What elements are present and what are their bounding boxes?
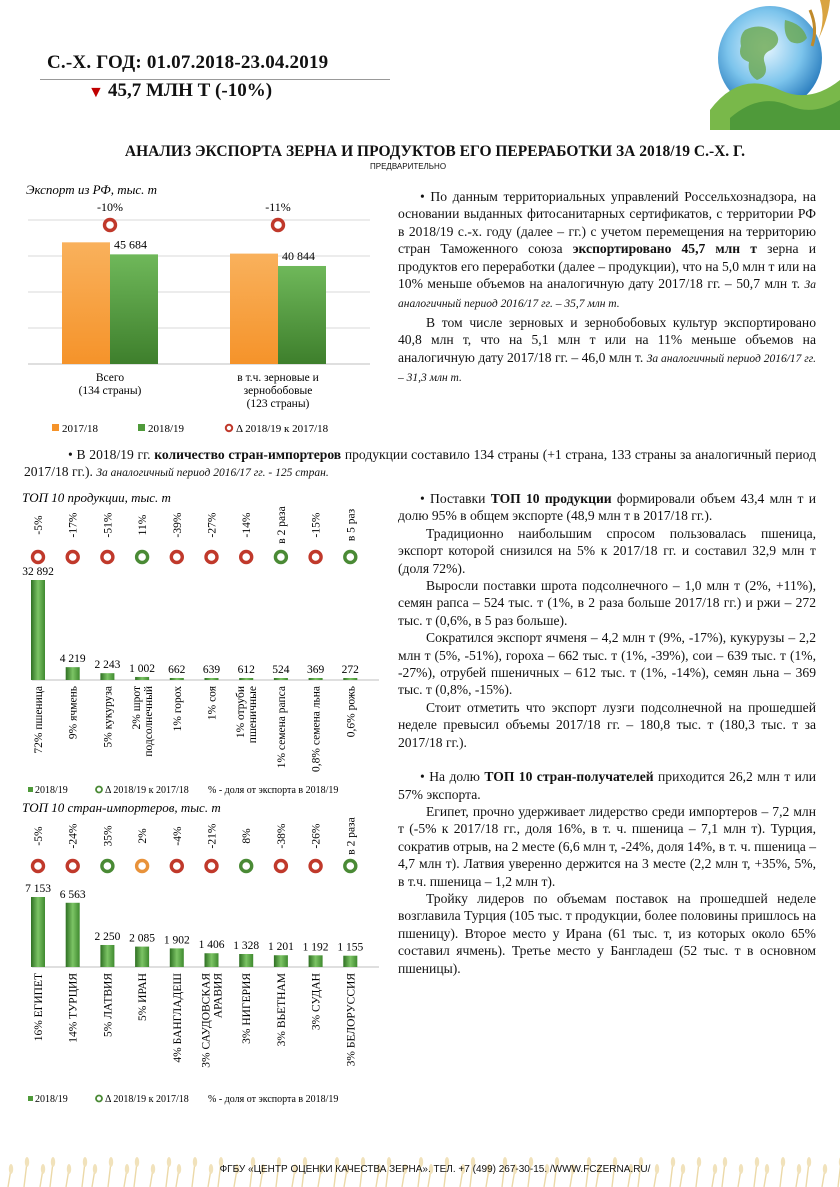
value-label: 1 192: [302, 941, 329, 954]
decline-paragraph: Сократился экспорт ячменя – 4,2 млн т (9%, -17%), кукурузы – 2,2 млн т (5%, -51%), гороха – 662 тыс. т (1%, -39%), сои – 639 тыс. т (1%, -27%), отрубей пшеничных – 612 тыс. т (1%, -14%), семян льна – 369 тыс. т (0,8%, -15%).: [398, 630, 816, 698]
bar: [205, 953, 219, 967]
category-label: 14% ТУРЦИЯ: [67, 973, 80, 1043]
value-label: 369: [306, 664, 325, 676]
change-marker: [345, 552, 356, 563]
category-label: Всего: [95, 372, 125, 384]
change-marker: [171, 552, 182, 563]
bar: [66, 903, 80, 967]
page-title: АНАЛИЗ ЭКСПОРТА ЗЕРНА И ПРОДУКТОВ ЕГО ПЕРЕРАБОТКИ ЗА 2018/19 С.-Х. Г.: [124, 143, 746, 160]
change-marker: [345, 861, 356, 872]
intro-paragraph-end: зерна и продуктов его переработки (далее – продукции), что на 5,0 млн т или на 10% меньше объемов на аналогичную дату 2017/18 гг. – 50,7 млн т.: [398, 241, 816, 292]
category-label: 3% НИГЕРИЯ: [241, 973, 254, 1044]
change-marker: [33, 861, 44, 872]
importers-lead: В 2018/19 гг.: [76, 447, 151, 462]
down-triangle-icon: ▼: [88, 84, 104, 101]
bar: [309, 955, 323, 967]
value-label: 4 219: [59, 653, 86, 666]
bullet-icon: •: [420, 491, 425, 506]
change-label: -21%: [206, 823, 219, 849]
change-marker: [102, 552, 113, 563]
chart-title: ТОП 10 продукции, тыс. т: [22, 490, 171, 505]
bar: [100, 673, 114, 680]
category-label: 1% отруби: [235, 686, 248, 739]
change-label: -39%: [171, 512, 184, 538]
bar: [343, 956, 357, 967]
bar-2018-19: [278, 266, 326, 364]
change-label: -17%: [67, 512, 80, 538]
importers-highlight: количество стран-импортеров: [154, 447, 342, 462]
page-subtitle: ПРЕДВАРИТЕЛЬНО: [370, 162, 447, 171]
top-products-highlight: ТОП 10 продукции: [490, 491, 612, 506]
top-countries-lead: На долю: [429, 769, 480, 785]
value-label: 524: [272, 664, 290, 676]
legend-marker: [226, 425, 232, 431]
category-label: (123 страны): [246, 398, 310, 410]
legend-label: 2017/18: [62, 423, 99, 435]
category-label: 9% ячмень: [67, 686, 80, 740]
category-label: (134 страны): [78, 385, 142, 397]
wheat-border-decoration: [0, 1138, 840, 1187]
change-label: -5%: [33, 515, 45, 535]
change-label: -4%: [171, 826, 184, 846]
category-label: 3% САУДОВСКАЯ: [200, 973, 213, 1068]
legend-swatch: [28, 1096, 33, 1101]
change-marker: [275, 861, 286, 872]
bar: [135, 947, 149, 967]
category-label: 1% семена рапса: [275, 686, 288, 769]
change-marker: [241, 861, 252, 872]
bar: [205, 678, 219, 680]
bullet-icon: •: [68, 447, 73, 462]
top-products-lead: Поставки: [430, 491, 486, 506]
value-label: 612: [237, 664, 255, 676]
top-countries-highlight: ТОП 10 стран-получателей: [484, 769, 654, 785]
wheat-paragraph: Традиционно наибольшим спросом пользовалась пшеница, экспорт которой снизился на 5% к 2017/18 гг. и составил 32,9 млн т (доля 72%).: [398, 525, 816, 576]
legend-label: 2018/19: [35, 1094, 68, 1105]
category-label: 16% ЕГИПЕТ: [33, 973, 45, 1042]
category-label: 1% соя: [206, 686, 219, 721]
bar: [100, 945, 114, 967]
legend-label: 2018/19: [35, 785, 68, 796]
change-label: -26%: [310, 823, 323, 849]
bar-2018-19: [110, 254, 158, 364]
category-label: 3% БЕЛОРУССИЯ: [345, 973, 358, 1067]
value-label: 1 902: [163, 934, 190, 947]
intro-paragraph: По данным территориальных управлений Россельхознадзора, на основании выданных фитосанитарных сертификатов, с территории РФ в 2018/19 с.-х. году (далее – гг.) с учетом перемещения на территорию стран Таможенного союза: [398, 189, 816, 257]
legend-label: 2018/19: [148, 423, 185, 435]
bar: [170, 678, 184, 680]
importers-note: За аналогичный период 2016/17 гг. - 125 стран.: [96, 467, 329, 480]
change-label: в 5 раз: [345, 508, 358, 542]
legend-label: % - доля от экспорта в 2018/19: [208, 785, 339, 796]
category-label: подсолнечный: [143, 686, 156, 757]
change-label: -15%: [310, 512, 323, 538]
importers-count-text: [24, 446, 816, 483]
globe-logo-icon: [650, 0, 840, 130]
bar: [274, 955, 288, 967]
value-label: 2 085: [129, 932, 156, 945]
bullet-icon: •: [420, 769, 425, 785]
intro-note: За аналогичный период 2016/17 гг. – 35,7 млн т.: [398, 279, 816, 311]
value-label: 45 684: [114, 237, 147, 252]
value-label: 40 844: [282, 248, 315, 263]
change-label: -27%: [206, 512, 219, 538]
change-marker: [310, 552, 321, 563]
chart-title: ТОП 10 стран-импортеров, тыс. т: [22, 800, 221, 815]
bar: [274, 678, 288, 680]
importers-body: продукции составило 134 страны (+1 страна, 133 страны за аналогичный период 2017/18 гг.).: [24, 447, 816, 480]
bar: [31, 897, 45, 967]
category-label: АРАВИЯ: [212, 973, 225, 1019]
bar: [239, 678, 253, 680]
change-label: -24%: [67, 823, 80, 849]
leaders-paragraph: Египет, прочно удерживает лидерство среди импортеров – 7,2 млн т (-5% к 2017/18 гг., доля 16%, в т. ч. пшеница – 7,1 млн т). Турция, сократив отрыв, на 2 месте (6,6 млн т, -24%, доля 14%, в т. ч. пшеница – 4,7 млн т). Латвия уверенно держится на 3 месте (2,2 млн т, +35%, 5%, в т.ч. пшеница – 1,2 млн т).: [398, 803, 816, 889]
value-label: 272: [341, 664, 359, 676]
category-label: 5% ЛАТВИЯ: [102, 973, 115, 1037]
category-label: зернобобовые: [243, 385, 313, 397]
value-label: 1 201: [267, 941, 294, 954]
change-marker: [241, 552, 252, 563]
footer-contacts: ФГБУ «ЦЕНТР ОЦЕНКИ КАЧЕСТВА ЗЕРНА». ТЕЛ. +7 (499) 267-30-15. /WWW.FCZERNA.RU/: [219, 1164, 651, 1175]
legend-swatch: [28, 787, 33, 792]
change-label: 8%: [241, 828, 254, 844]
legend-label: % - доля от экспорта в 2018/19: [208, 1094, 339, 1105]
value-label: 2 243: [94, 659, 121, 672]
change-label: -5%: [33, 826, 45, 846]
change-marker: [137, 552, 148, 563]
bar: [66, 667, 80, 680]
chart-title: Экспорт из РФ, тыс. т: [26, 182, 158, 197]
category-label: 0,8% семена льна: [310, 686, 323, 772]
change-label: -51%: [102, 512, 115, 538]
change-marker: [33, 552, 44, 563]
change-marker: [310, 861, 321, 872]
value-label: 2 250: [94, 930, 121, 943]
bar-2017-18: [230, 254, 278, 364]
top10-importers-chart: [20, 798, 386, 1114]
analysis-text: [398, 490, 816, 977]
intro-text: [398, 188, 816, 387]
bar: [170, 948, 184, 967]
category-label: 5% ИРАН: [137, 973, 150, 1022]
value-label: 1 328: [233, 940, 260, 953]
change-label: в 2 раза: [345, 817, 358, 855]
weekly-paragraph: Тройку лидеров по объемам поставок на прошедшей неделе возглавила Турция (105 тыс. т продукции, более половины пришлось на пшеницу). Второе место у Ирана (61 тыс. т, из которых около 65% составил ячмень). Третье место у Бангладеш (52 тыс. т в основном пшеницы).: [398, 890, 816, 976]
export-summary-chart: [24, 180, 380, 442]
legend-label: Δ 2018/19 к 2017/18: [236, 423, 329, 435]
husk-paragraph: Стоит отметить что экспорт лузги подсолнечной на прошедшей неделе превысил объемы 2017/18 гг. – 180,8 тыс. т (180,3 тыс. т за 2017/18 гг.).: [398, 699, 816, 750]
value-label: 639: [202, 664, 221, 676]
category-label: 3% СУДАН: [310, 973, 323, 1031]
top10-products-chart: [20, 488, 386, 806]
change-marker: [67, 861, 78, 872]
change-marker: [273, 220, 284, 231]
change-marker: [137, 861, 148, 872]
value-label: 1 155: [337, 941, 364, 954]
bullet-icon: •: [420, 189, 425, 204]
total-export: 45,7 МЛН Т (-10%): [108, 80, 273, 101]
value-label: 6 563: [59, 888, 86, 901]
value-label: 32 892: [22, 566, 54, 578]
category-label: пшеничные: [247, 686, 260, 744]
category-label: 2% шрот: [131, 686, 144, 730]
category-label: в т.ч. зерновые и: [237, 372, 319, 384]
legend-label: Δ 2018/19 к 2017/18: [105, 785, 189, 796]
change-marker: [105, 220, 116, 231]
legend-marker: [96, 787, 102, 793]
bar: [135, 677, 149, 680]
change-label: -11%: [265, 200, 291, 214]
change-label: -10%: [97, 200, 123, 214]
category-label: 1% горох: [171, 686, 184, 732]
change-label: -14%: [241, 512, 254, 538]
value-label: 7 153: [25, 883, 51, 895]
category-label: 72% пшеница: [33, 686, 45, 754]
change-label: 11%: [137, 514, 150, 536]
bar-2017-18: [62, 242, 110, 364]
bar: [239, 954, 253, 967]
top-products-body: формировали объем 43,4 млн т и долю 95% в общем экспорте (48,9 млн т в 2017/18 гг.).: [398, 491, 816, 524]
change-marker: [206, 861, 217, 872]
change-marker: [206, 552, 217, 563]
legend-swatch-2017-18: [52, 424, 59, 431]
top-countries-body: приходится 26,2 млн т или 57% экспорта.: [398, 769, 816, 802]
legend-marker: [96, 1096, 102, 1102]
change-label: -38%: [275, 823, 288, 849]
bar: [309, 678, 323, 680]
grain-paragraph: В том числе зерновых и зернобобовых культур экспортировано 40,8 млн т, что на 5,1 млн т или на 11% меньше объемов на аналогичную дату 2017/18 гг. – 46,0 млн т.: [398, 314, 816, 365]
legend-label: Δ 2018/19 к 2017/18: [105, 1094, 189, 1105]
category-label: 5% кукуруза: [102, 686, 115, 748]
category-label: 3% ВЬЕТНАМ: [275, 973, 288, 1047]
category-label: 4% БАНГЛАДЕШ: [171, 973, 184, 1063]
growth-paragraph: Выросли поставки шрота подсолнечного – 1,0 млн т (2%, +11%), семян рапса – 524 тыс. т (1%, в 2 раза больше 2017/18 гг.) и ржи – 272 тыс. т (0,6%, в 5 раз больше).: [398, 578, 816, 628]
season-period: С.-Х. ГОД: 01.07.2018-23.04.2019: [47, 52, 329, 73]
change-marker: [275, 552, 286, 563]
change-label: 2%: [137, 828, 150, 844]
value-label: 1 002: [129, 662, 156, 675]
change-marker: [102, 861, 113, 872]
legend-swatch-2018-19: [138, 424, 145, 431]
grain-note: За аналогичный период 2016/17 гг. – 31,3 млн т.: [398, 352, 816, 385]
change-label: 35%: [102, 825, 115, 847]
value-label: 1 406: [198, 939, 225, 952]
value-label: 662: [168, 663, 186, 676]
change-marker: [67, 552, 78, 563]
intro-highlight: экспортировано 45,7 млн т: [572, 241, 757, 257]
change-label: в 2 раза: [275, 506, 288, 544]
change-marker: [171, 861, 182, 872]
bar: [343, 678, 357, 680]
bar: [31, 580, 45, 680]
category-label: 0,6% рожь: [345, 686, 358, 738]
